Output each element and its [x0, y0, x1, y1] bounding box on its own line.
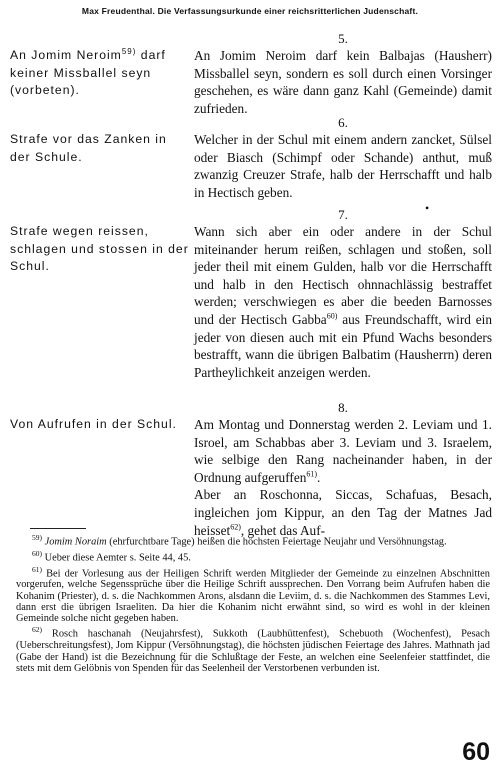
footnote-text: Rosch haschanah (Neujahrsfest), Sukkoth (Laubhüttenfest), Schebuoth (Wochenfest), Pesach (Ueberschreitungsfest), Jom Kippur (Versöhnungstag), die höchsten jüdischen Feiertage des Jahres. Mathnath jad (Gabe der Hand) ist die Bezeichnung für die Schlußtage der Feste, an welchen eine Seelenfeier stattfindet, die stets mit dem Gelöbnis von Spenden für das Seelenheil der Verstorbenen verbunden ist.	[16, 628, 490, 674]
sidenote: Strafe vor das Zanken in der Schule.	[10, 132, 167, 164]
footnote-ref: 59)	[121, 46, 137, 56]
paragraph: An Jomim Neroim darf kein Balbajas (Hausherr) Missballel seyn, sondern es soll durch einen Vorsinger geschehen, es wäre dann ganz Kahl (Gemeinde) damit zufrieden.	[194, 48, 492, 116]
sidenote: Strafe wegen reissen, schlagen und stossen in der Schul.	[10, 224, 189, 274]
footnote-text: Bei der Vorlesung aus der Heiligen Schrift werden Mitglieder der Gemeinde zu einzelnen Abschnitten vorgerufen, welche Segenssprüche über die Heilige Schrift aussprechen. Den Vorrang beim Aufrufen haben die Kohanim (Priester), d. s. die Nachkommen Arons, alsdann die Leviim, d. s. die Nachkommen des Stammes Levi, dann erst die übrigen Israeliten. Da hier die Kohanim nicht erwähnt sind, so wird es wohl in der kleinen Gemeinde solche nicht gegeben haben.	[16, 568, 490, 625]
footnote-divider	[30, 528, 86, 529]
footnotes	[16, 532, 490, 674]
section-number: 5.	[338, 31, 348, 46]
paragraph-text: Wann sich aber ein oder andere in der Schul miteinander herum reißen, schlagen und stoßen, soll jeder theil mit einem Gulden, halb vor die Herrschafft und halb in den Hectisch ohnnachlässig bestraffet werden; verschwiegen es aber die beeden Barnosses und der Hectisch Gabba	[194, 224, 492, 327]
stray-mark: •	[425, 201, 430, 215]
footnote-number: 60)	[32, 548, 42, 558]
paragraph	[194, 223, 492, 381]
footnote-number: 62)	[32, 625, 42, 635]
section-number: 6.	[338, 115, 348, 130]
paragraph-text: , gehet das Auf-	[240, 522, 326, 538]
footnote-number: 61)	[32, 564, 42, 574]
sidenote	[10, 47, 190, 100]
footnote-number: 59)	[32, 533, 42, 542]
sidenote: Von Aufrufen in der Schul.	[10, 417, 177, 431]
page-number: 60	[462, 738, 490, 766]
footnote	[16, 564, 490, 625]
footnote-text: (ehrfurchtbare Tage) heißen die höchsten Feiertage Neujahr und Versöhnungstag.	[106, 536, 447, 548]
section-number: 8.	[338, 400, 348, 415]
footnote-ref: 61)	[306, 469, 318, 479]
running-head: Max Freudenthal. Die Verfassungsurkunde einer reichsritterlichen Judenschaft.	[81, 6, 419, 16]
paragraph-text: .	[317, 469, 321, 485]
footnote-ref: 62)	[230, 522, 241, 532]
sidenote-text: darf keiner Missballel seyn (vorbeten).	[10, 48, 166, 98]
paragraph-text: Am Montag und Donnerstag werden 2. Leviam und 1. Isroel, am Schabbas aber 3. Leviam und 3. Israelem, wie selbige den Rang nacheinander haben, in der Ordnung aufgeruffen	[194, 417, 492, 485]
paragraph-text: Aber an Roschonna, Siccas, Schafuas, Besach, ingleichen jom Kippur, an den Tag der Matnes Jad heisset	[194, 487, 492, 538]
footnote-text: Ueber diese Aemter s. Seite 44, 45.	[44, 552, 191, 564]
paragraph	[194, 416, 492, 539]
section-number: 7.	[338, 207, 348, 222]
sidenote-text: An Jomim Neroim	[10, 48, 122, 62]
footnote-ref: 60)	[326, 311, 338, 321]
footnote	[16, 532, 490, 548]
paragraph: Welcher in der Schul mit einem andern zancket, Sülsel oder Biasch (Schimpf oder Schande) anthut, muß zwanzig Creuzer Strafe, halb der Herrschafft und halb in Hectisch geben.	[194, 132, 492, 200]
footnote	[16, 624, 490, 674]
paragraph-text: aus Freundschafft, wird ein jeder von diesen auch mit ein Pfund Wachs besonders bestrafft, wann die übrigen Balbatim (Hausherrn) deren Partheylichkeit anzeigen werden.	[194, 311, 493, 380]
footnote-term: Jomim Noraim	[44, 536, 107, 548]
footnote	[16, 548, 490, 564]
